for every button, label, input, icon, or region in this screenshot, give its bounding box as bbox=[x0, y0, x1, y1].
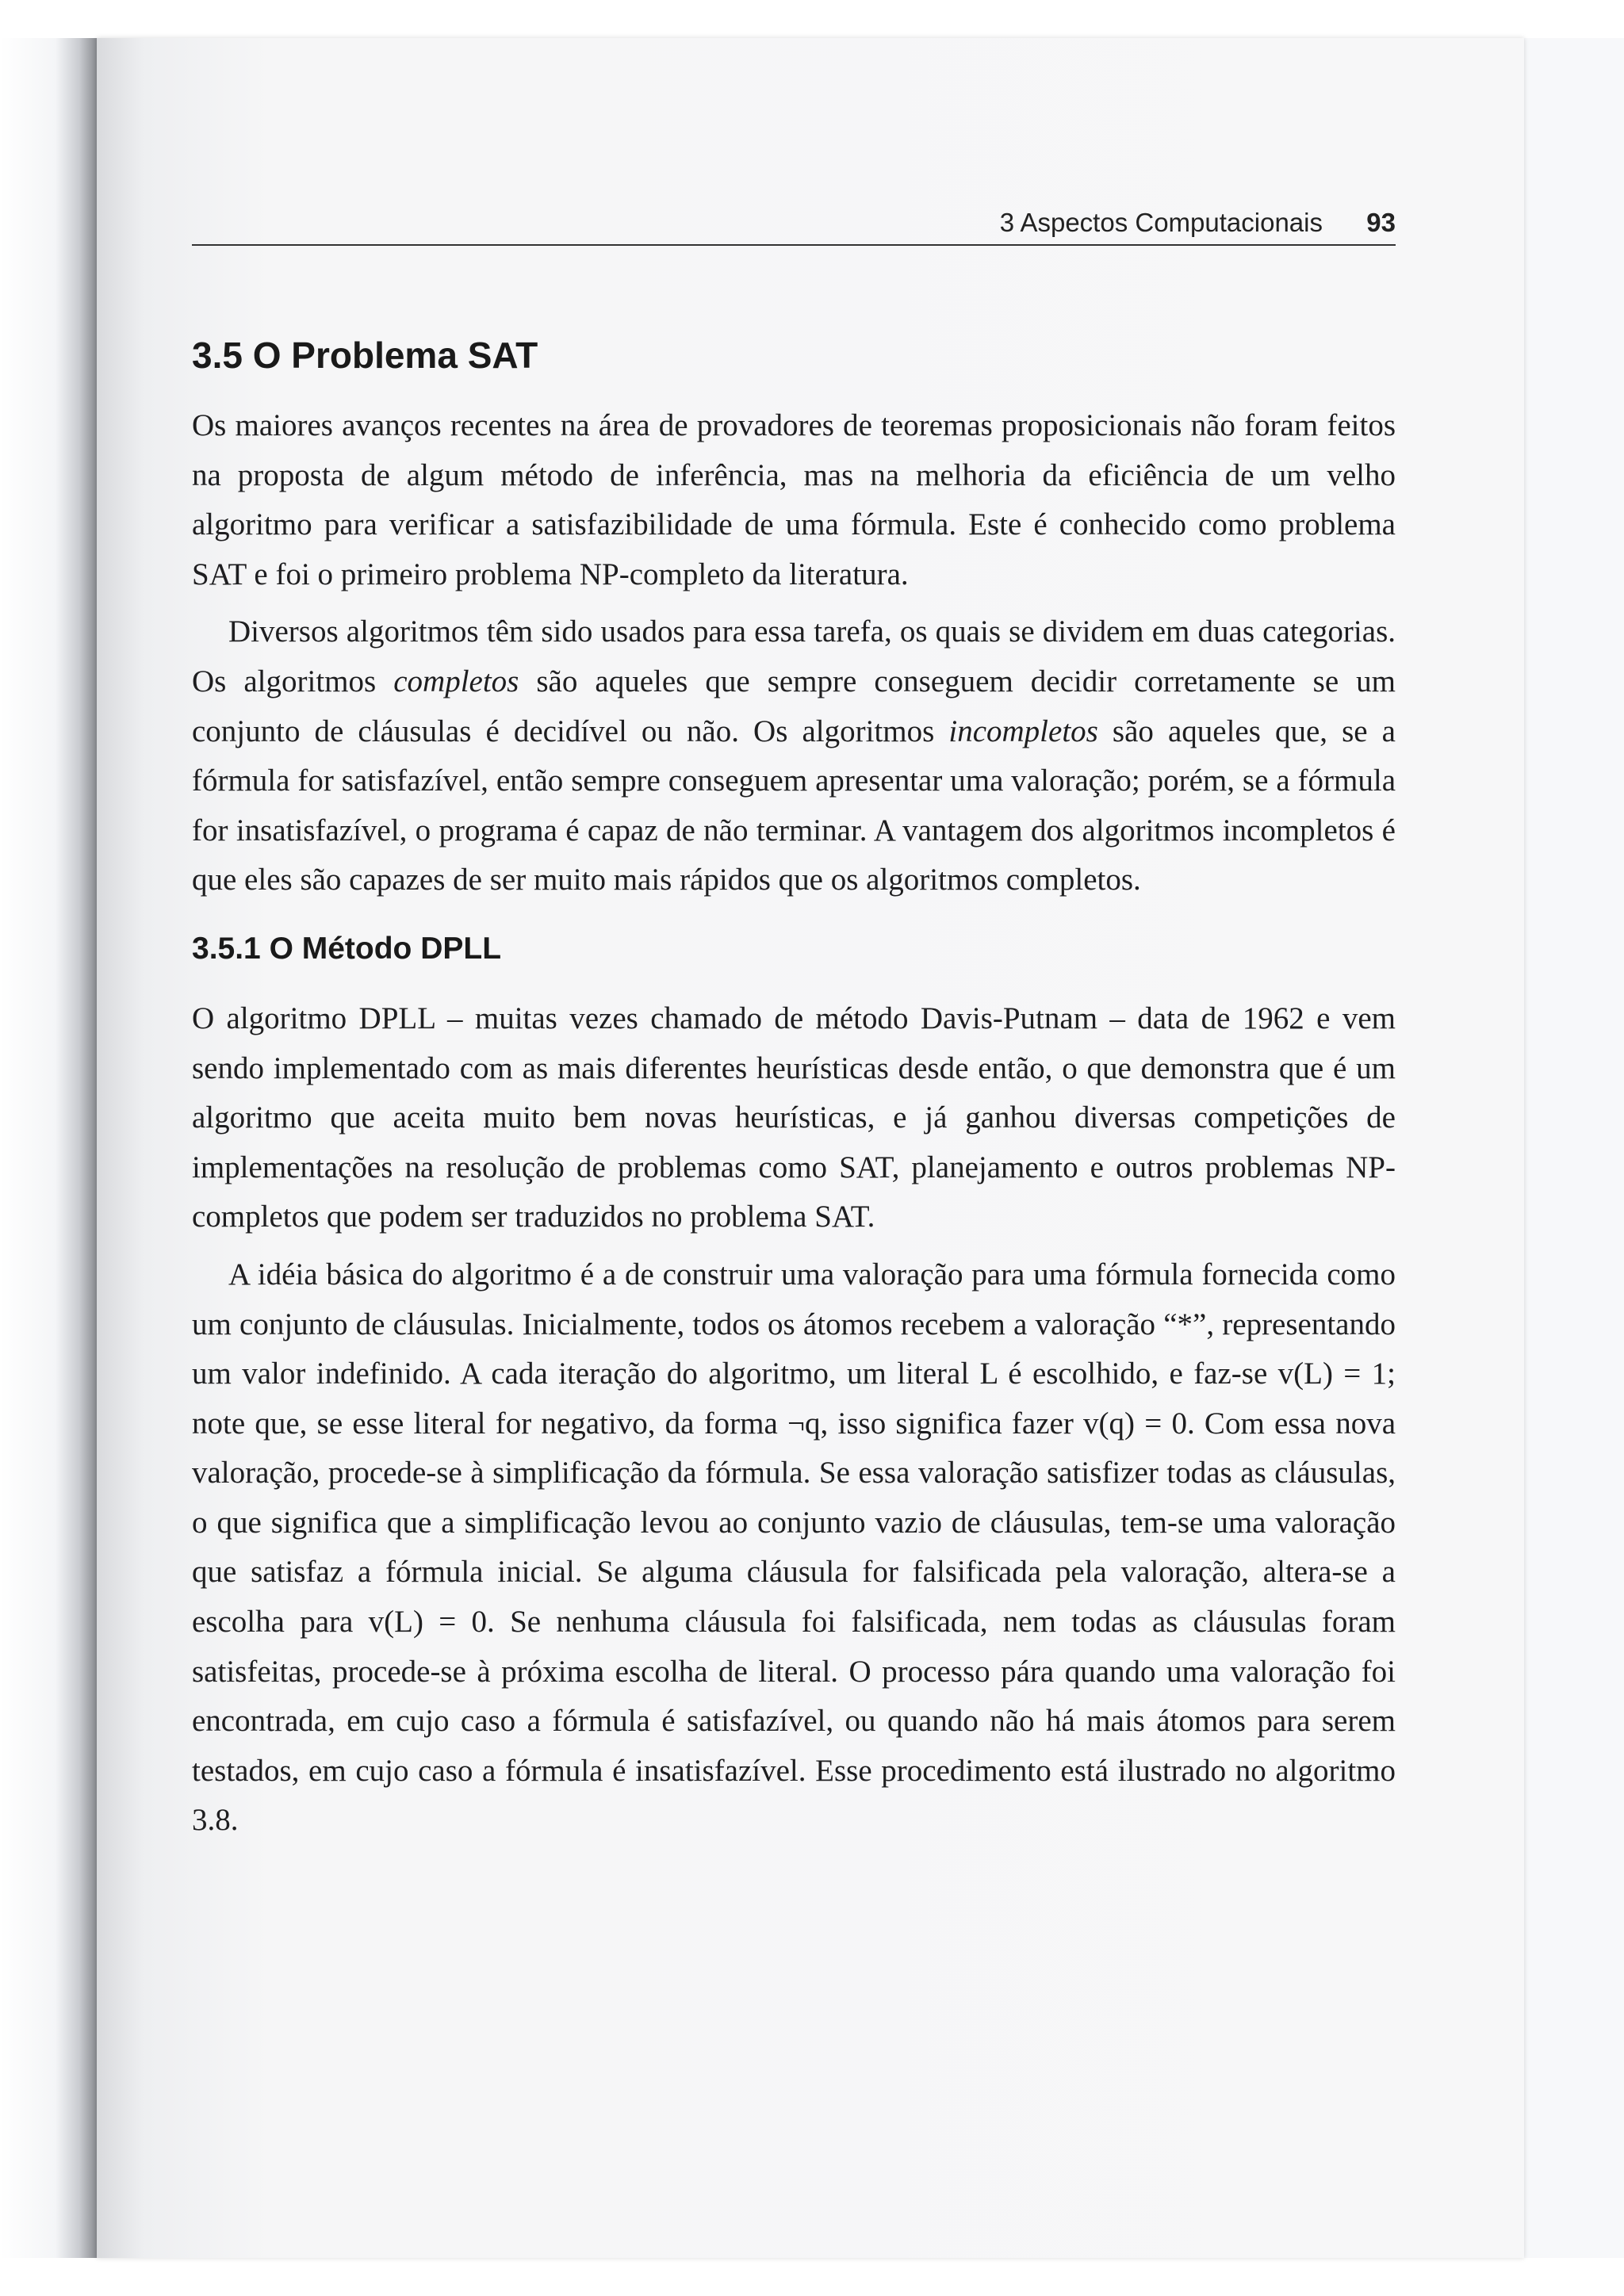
subsection-heading: 3.5.1 O Método DPLL bbox=[192, 931, 502, 966]
emphasis-term: incompletos bbox=[948, 714, 1098, 748]
page-content bbox=[192, 333, 1396, 1854]
paragraph bbox=[192, 994, 1396, 1242]
paragraph-text: O algoritmo DPLL – muitas vezes chamado de método Davis-Putnam – data de 1962 e vem sendo implementado com as mais diferentes heurísticas desde então, o que demonstra que é um algoritmo que aceita muito bem novas heurísticas, e já ganhou diversas competições de implementações na resolução de problemas como SAT, planejamento e outros problemas NP-completos que podem ser traduzidos no problema SAT. bbox=[192, 1001, 1396, 1234]
scan-margin-top bbox=[0, 0, 1624, 38]
paragraph-text: Diversos algoritmos têm sido usados para essa tarefa, os quais se dividem em duas categorias. Os algoritmos bbox=[192, 614, 1396, 698]
scan-margin-bottom bbox=[0, 2258, 1624, 2296]
paragraph bbox=[192, 607, 1396, 905]
paragraph-text: Os maiores avanços recentes na área de provadores de teoremas proposicionais não foram feitos na proposta de algum método de inferência, mas na melhoria da eficiência de um velho algoritmo para verificar a satisfazibilidade de uma fórmula. Este é conhecido como problema SAT e foi o primeiro problema NP-completo da literatura. bbox=[192, 408, 1396, 591]
emphasis-term: completos bbox=[393, 664, 519, 698]
scan-margin-left bbox=[0, 0, 97, 2296]
paragraph-text: são aqueles que sempre conseguem decidir corretamente se um conjunto de cláusulas é decidível ou não. Os algoritmos bbox=[192, 664, 1396, 748]
scan-margin-right bbox=[1524, 0, 1624, 2296]
running-header bbox=[192, 197, 1396, 246]
paragraph bbox=[192, 1250, 1396, 1846]
section-heading: 3.5 O Problema SAT bbox=[192, 335, 538, 376]
paragraph bbox=[192, 401, 1396, 599]
book-page bbox=[97, 38, 1524, 2258]
chapter-title: 3 Aspectos Computacionais bbox=[999, 208, 1323, 237]
paragraph-text: são aqueles que, se a fórmula for satisfazível, então sempre conseguem apresentar uma valoração; porém, se a fórmula for insatisfazível, o programa é capaz de não terminar. A vantagem dos algoritmos incompletos é que eles são capazes de ser muito mais rápidos que os algoritmos completos. bbox=[192, 714, 1396, 897]
paragraph-text: A idéia básica do algoritmo é a de construir uma valoração para uma fórmula fornecida como um conjunto de cláusulas. Inicialmente, todos os átomos recebem a valoração “*”, representando um valor indefinido. A cada iteração do algoritmo, um literal L é escolhido, e faz-se v(L) = 1; note que, se esse literal for negativo, da forma ¬q, isso significa fazer v(q) = 0. Com essa nova valoração, procede-se à simplificação da fórmula. Se essa valoração satisfizer todas as cláusulas, o que significa que a simplificação levou ao conjunto vazio de cláusulas, tem-se uma valoração que satisfaz a fórmula inicial. Se alguma cláusula for falsificada pela valoração, altera-se a escolha para v(L) = 0. Se nenhuma cláusula foi falsificada, nem todas as cláusulas foram satisfeitas, procede-se à próxima escolha de literal. O processo pára quando uma valoração foi encontrada, em cujo caso a fórmula é satisfazível, ou quando não há mais átomos para serem testados, em cujo caso a fórmula é insatisfazível. Esse procedimento está ilustrado no algoritmo 3.8. bbox=[192, 1257, 1396, 1838]
page-number: 93 bbox=[1366, 208, 1396, 237]
